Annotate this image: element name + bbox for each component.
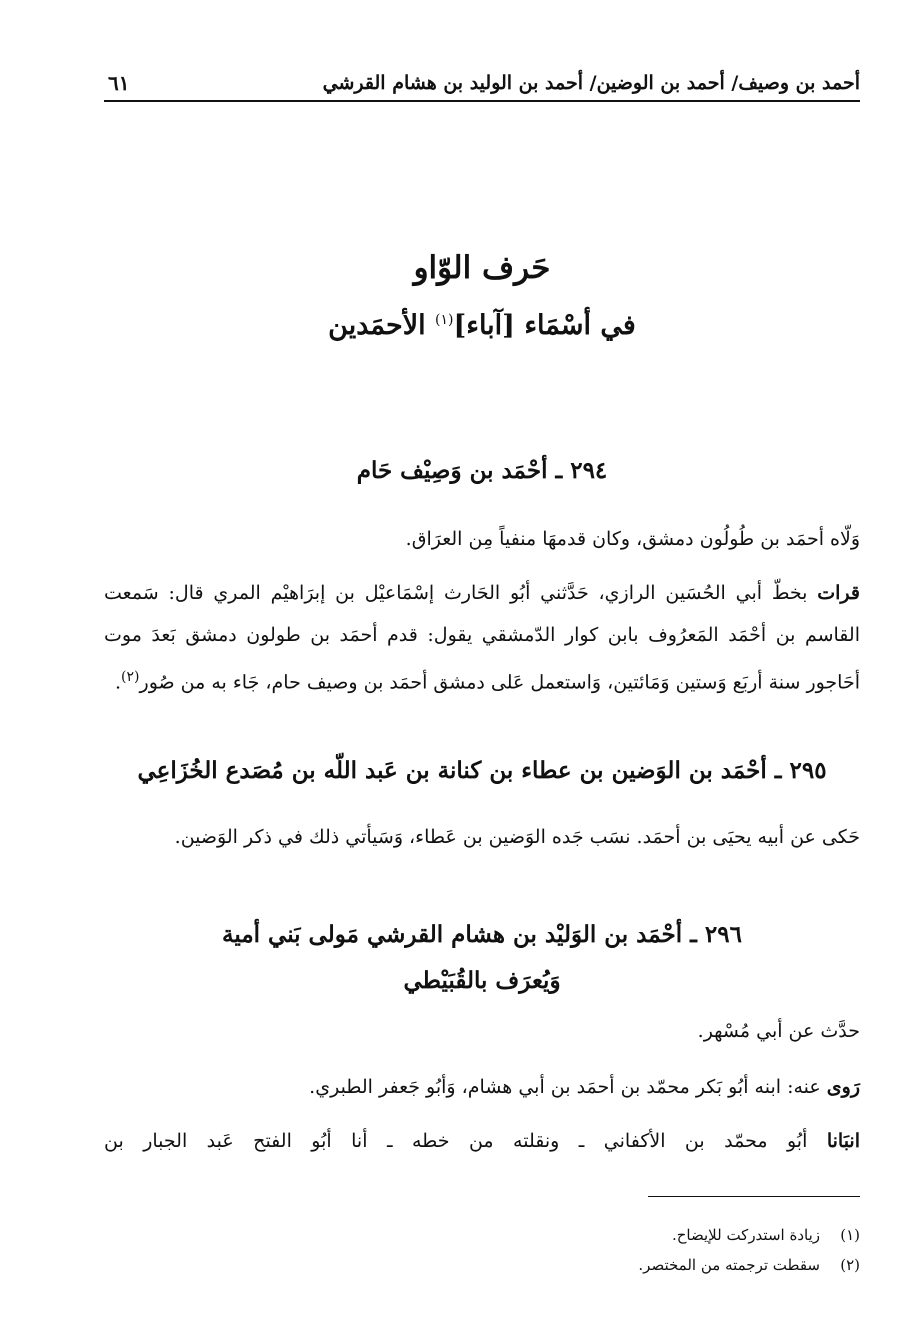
page-number: ٦١ — [108, 71, 130, 95]
section-title: حَرف الوّاو — [413, 250, 551, 286]
paragraph — [104, 1120, 860, 1162]
paragraph — [104, 572, 860, 703]
paragraph-lead: رَوى — [826, 1076, 860, 1098]
footnote-ref-2: (٢) — [121, 669, 140, 685]
footnote-ref-1: (١) — [435, 312, 454, 328]
subtitle-part-2: الأحمَدين — [328, 310, 435, 341]
section-subtitle — [104, 310, 860, 341]
footnote-1 — [300, 1222, 860, 1248]
paragraph-lead: انبَانا — [826, 1130, 860, 1152]
entry-294-para-2 — [104, 572, 860, 703]
entry-296-para-2 — [104, 1066, 860, 1108]
paragraph — [104, 1066, 860, 1108]
paragraph-lead: قرات — [817, 582, 860, 604]
entry-heading-294 — [104, 448, 860, 494]
entry-heading: ٢٩٥ ـ أحْمَد بن الوَضين بن عطاء بن كنانة بن عَبد اللّه بن مُصَدع الخُزَاعِي — [137, 757, 827, 784]
entry-heading: ٢٩٤ ـ أحْمَد بن وَصِيْف حَام — [356, 457, 608, 484]
footnote-2 — [300, 1252, 860, 1278]
paragraph: حدَّث عن أبي مُسْهر. — [697, 1020, 860, 1042]
running-header — [104, 66, 860, 102]
paragraph-text: عنه: ابنه أبُو بَكر محمّد بن أحمَد بن أبي هشام، وَأبُو جَعفر الطبري. — [309, 1076, 827, 1098]
subtitle-part-1: في أسْمَاء [آباء] — [453, 310, 636, 341]
entry-heading-296 — [104, 912, 860, 1004]
paragraph-tail: . — [115, 671, 122, 694]
entry-heading-295 — [104, 748, 860, 794]
entry-295-para-1 — [104, 816, 860, 858]
paragraph: حَكى عن أبيه يحيَى بن أحمَد. نسَب جَده الوَضين بن عَطاء، وَسَيأتي ذلك في ذكر الوَضين. — [174, 826, 860, 848]
running-title: أحمد بن وصيف/ أحمد بن الوضين/ أحمد بن الوليد بن هشام القرشي — [322, 72, 860, 94]
paragraph: وَلّاه أحمَد بن طُولُون دمشق، وكان قدمهَا منفياً مِن العرَاق. — [405, 528, 860, 550]
footnote-text: زيادة استدركت للإيضاح. — [671, 1226, 820, 1244]
paragraph-text: بخطّ أبي الحُسَين الرازي، حَدَّثني أبُو الحَارث إسْمَاعيْل بن إبرَاهيْم المري قال: سَمعت القاسم بن أحْمَد المَعرُوف بابن كوار الدّمشقي يقول: قدم أحمَد بن طولون دمشق بَعدَ موت أحَاجور سنة أربَع وَستين وَمَائتين، وَاستعمل عَلى دمشق أحمَد بن وصيف حام، جَاء به من صُور — [104, 582, 860, 694]
entry-heading-line-2: وَيُعرَف بالقُبَيْطي — [403, 967, 561, 994]
footnote-number: (١) — [840, 1226, 860, 1244]
footnote-separator — [648, 1196, 860, 1197]
entry-296-para-3 — [104, 1120, 860, 1162]
footnote-number: (٢) — [840, 1256, 860, 1274]
entry-296-para-1 — [104, 1010, 860, 1052]
entry-heading: ٢٩٦ ـ أحْمَد بن الوَليْد بن هشام القرشي مَولى بَني أمية — [222, 921, 742, 948]
entry-294-para-1 — [104, 518, 860, 560]
paragraph-text: أبُو محمّد بن الأكفاني ـ ونقلته من خطه ـ أنا أبُو الفتح عَبد الجبار بن — [104, 1130, 827, 1152]
footnote-text: سقطت ترجمته من المختصر. — [638, 1256, 820, 1274]
